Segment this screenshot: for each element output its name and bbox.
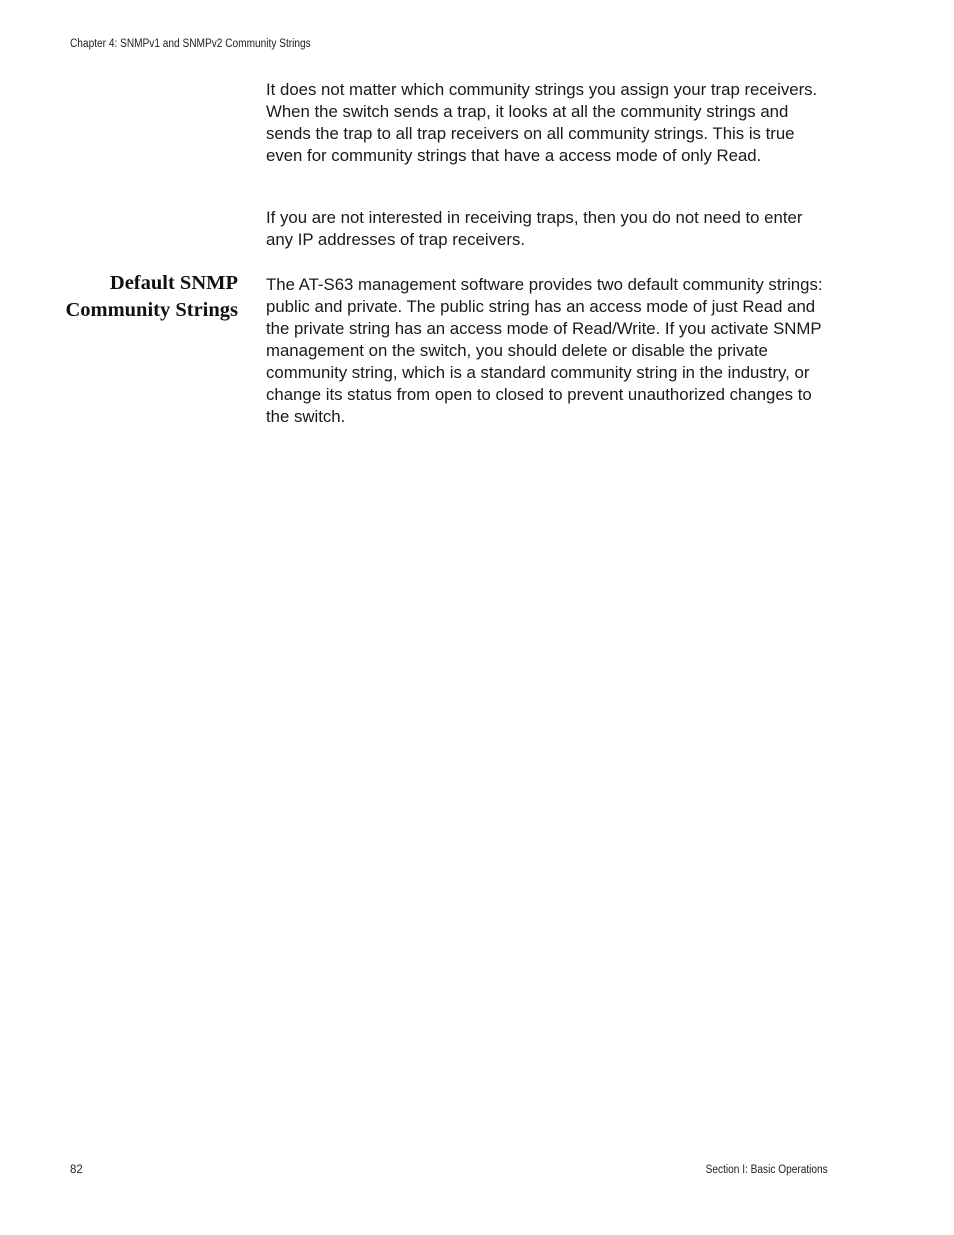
body-paragraph-no-traps: If you are not interested in receiving traps, then you do not need to enter any IP addresses of trap receivers.	[266, 208, 803, 249]
body-paragraph-default-strings: The AT-S63 management software provides two default community strings: public and private. The public string has an access mode of just Read and the private string has an access mode of Read/Write. If you activate SNMP management on the switch, you should delete or disable the private community string, which is a standard community string in the industry, or change its status from open to closed to prevent unauthorized changes to the switch.	[266, 275, 823, 426]
section-heading: Default SNMP Community Strings	[65, 272, 238, 321]
body-paragraph-trap-receivers: It does not matter which community strings you assign your trap receivers. When the switch sends a trap, it looks at all the community strings and sends the trap to all trap receivers on all community strings. This is true even for community strings that have a access mode of only Read.	[266, 80, 818, 165]
footer-section-title: Section I: Basic Operations	[705, 1164, 828, 1176]
page-number: 82	[70, 1164, 83, 1176]
running-header: Chapter 4: SNMPv1 and SNMPv2 Community Strings	[70, 38, 311, 50]
